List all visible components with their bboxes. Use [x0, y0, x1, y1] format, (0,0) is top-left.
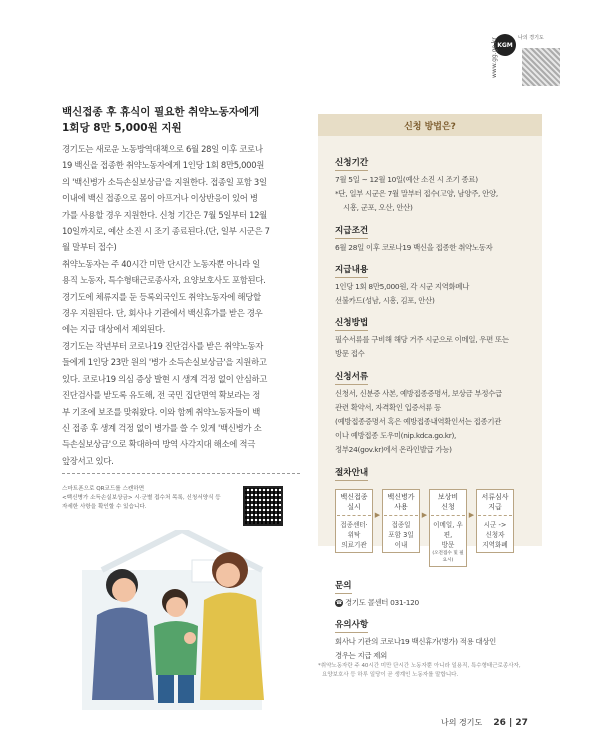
footnote: *취약노동자란 주 40시간 미만 단시간 노동자뿐 아니라 일용직, 특수형태근로종사자, 요양보호사 등 하루 일당이 곧 생계인 노동자를 말합니다.	[318, 663, 521, 678]
info-body	[335, 150, 533, 665]
qr-note: 스마트폰으로 QR코드를 스캔하면 <백신병가 소득손실보상금> 시·군별 접수처 목록, 신청서양식 등 자세한 사항을 확인할 수 있습니다.	[62, 486, 221, 510]
flow-step: 백신접종 실시 접종센터· 위탁 의료기관	[335, 489, 373, 553]
info-title: 신청 방법은?	[404, 121, 456, 132]
section-period: 신청기간 7월 5일 ~ 12월 10일(예산 소진 시 조기 종료) *단, 일부 시군은 7월 말부터 접수(고양, 남양주, 안양, 시흥, 군포, 오산, 안산)	[335, 158, 498, 213]
section-method: 신청방법 필수서류를 구비해 해당 거주 시군으로 이메일, 우편 또는 방문 접수	[335, 318, 509, 359]
badge-title: 나의 경기도	[518, 35, 544, 41]
flow-step: 백신병가 사용 접종일 포함 3일 이내	[382, 489, 420, 553]
section-notice: 유의사항 회사나 기관의 코로나19 백신휴가(병가) 적용 대상인 경우는 지급 제외	[335, 619, 497, 661]
info-header	[318, 114, 542, 136]
article-body: 경기도는 새로운 노동방역대책으로 6월 28일 이후 코로나 19 백신을 접종한 취약노동자에게 1인당 1회 8만5,000원 의 '백신병가 소득손실보상금'을 지원한다. 접종일 포함 3일 이내에 백신 접종으로 몸이 아프거나 이상반응이 있어 병 가를 사용할 경우 지원한다. 신청 기간은 7월 5일부터 12월 10일까지로, 예산 소진 시 조기 종료된다.(단, 일부 시군은 7 월 말부터 접수) 취약노동자는 주 40시간 미만 단시간 노동자뿐 아니라 일 용직 노동자, 특수형태근로종사자, 요양보호사도 포함된다. 경기도에 체류지를 둔 등록외국인도 취약노동자에 해당할 경우 지원된다. 단, 회사나 기관에서 백신휴가를 받은 경우 에는 지급 대상에서 제외된다. 경기도는 작년부터 코로나19 진단검사를 받은 취약노동자 들에게 1인당 23만 원의 '병가 소득손실보상금'을 지원하고 있다. 코로나19 의심 증상 발현 시 생계 걱정 없이 안심하고 진단검사를 받도록 유도해, 전 국민 집단면역 확보라는 정 부 기조에 보조를 맞춰왔다. 이와 함께 취약노동자들이 백 신 접종 후 생계 걱정 없이 병가를 쓸 수 있게 '백신병가 소 득손실보상금'으로 확대하여 방역 사각지대 해소에 적극 앞장서고 있다.	[62, 144, 270, 466]
badge-url: www.gg.go.kr	[491, 37, 498, 78]
phone-icon: ☎	[336, 599, 342, 606]
family-illustration	[72, 530, 287, 710]
page-numbers: 26 | 27	[493, 718, 528, 728]
divider	[62, 473, 300, 474]
magazine-badge	[491, 30, 564, 100]
article-headline: 백신접종 후 휴식이 필요한 취약노동자에게 1회당 8만 5,000원 지원	[62, 106, 260, 134]
process-flow	[335, 489, 533, 567]
contact-phone[interactable]: 경기도 콜센터 031-120	[345, 597, 419, 607]
page-footer	[441, 717, 528, 728]
badge-logo: KGM	[494, 34, 516, 56]
arrow-right-icon: ▶	[374, 510, 381, 519]
badge-qr-icon	[522, 48, 560, 86]
magazine-name: 나의 경기도	[441, 718, 483, 727]
article-column	[62, 104, 300, 474]
section-content: 지급내용 1인당 1회 8만5,000원, 각 시군 지역화폐나 선불카드(성남, 시흥, 김포, 안산)	[335, 264, 470, 306]
section-condition: 지급조건 6월 28일 이후 코로나19 백신을 접종한 취약노동자	[335, 225, 493, 252]
application-info-box	[318, 114, 542, 661]
flow-step: 서류심사 지급 시군 -> 신청자 지역화폐	[476, 489, 514, 553]
section-contact: 문의 ☎ 경기도 콜센터 031-120	[335, 580, 419, 607]
section-documents: 신청서류 신청서, 신분증 사본, 예방접종증명서, 보상금 부정수급 관련 확약서, 자격확인 입증서류 등 (예방접종증명서 혹은 예방접종내역확인서는 접종기관 이나 예방접종 도우미(nip.kdca.go.kr), 정부24(gov.kr)에서 온라인발급 가능)	[335, 371, 502, 455]
arrow-right-icon: ▶	[468, 510, 475, 519]
section-process: 절차안내 백신접종 실시 접종센터· 위탁 의료기관 ▶ 백신병가 사용 접종일 포함 3일 이내 ▶ 보상비 신청 이메일, 우편, 방문 (오전접수 및 필요시) ▶ 서류심사 지급 시군 -> 신청자 지역화폐	[335, 460, 533, 567]
arrow-right-icon: ▶	[421, 510, 428, 519]
flow-step: 보상비 신청 이메일, 우편, 방문 (오전접수 및 필요시)	[429, 489, 467, 567]
qr-code-icon[interactable]	[243, 486, 283, 526]
